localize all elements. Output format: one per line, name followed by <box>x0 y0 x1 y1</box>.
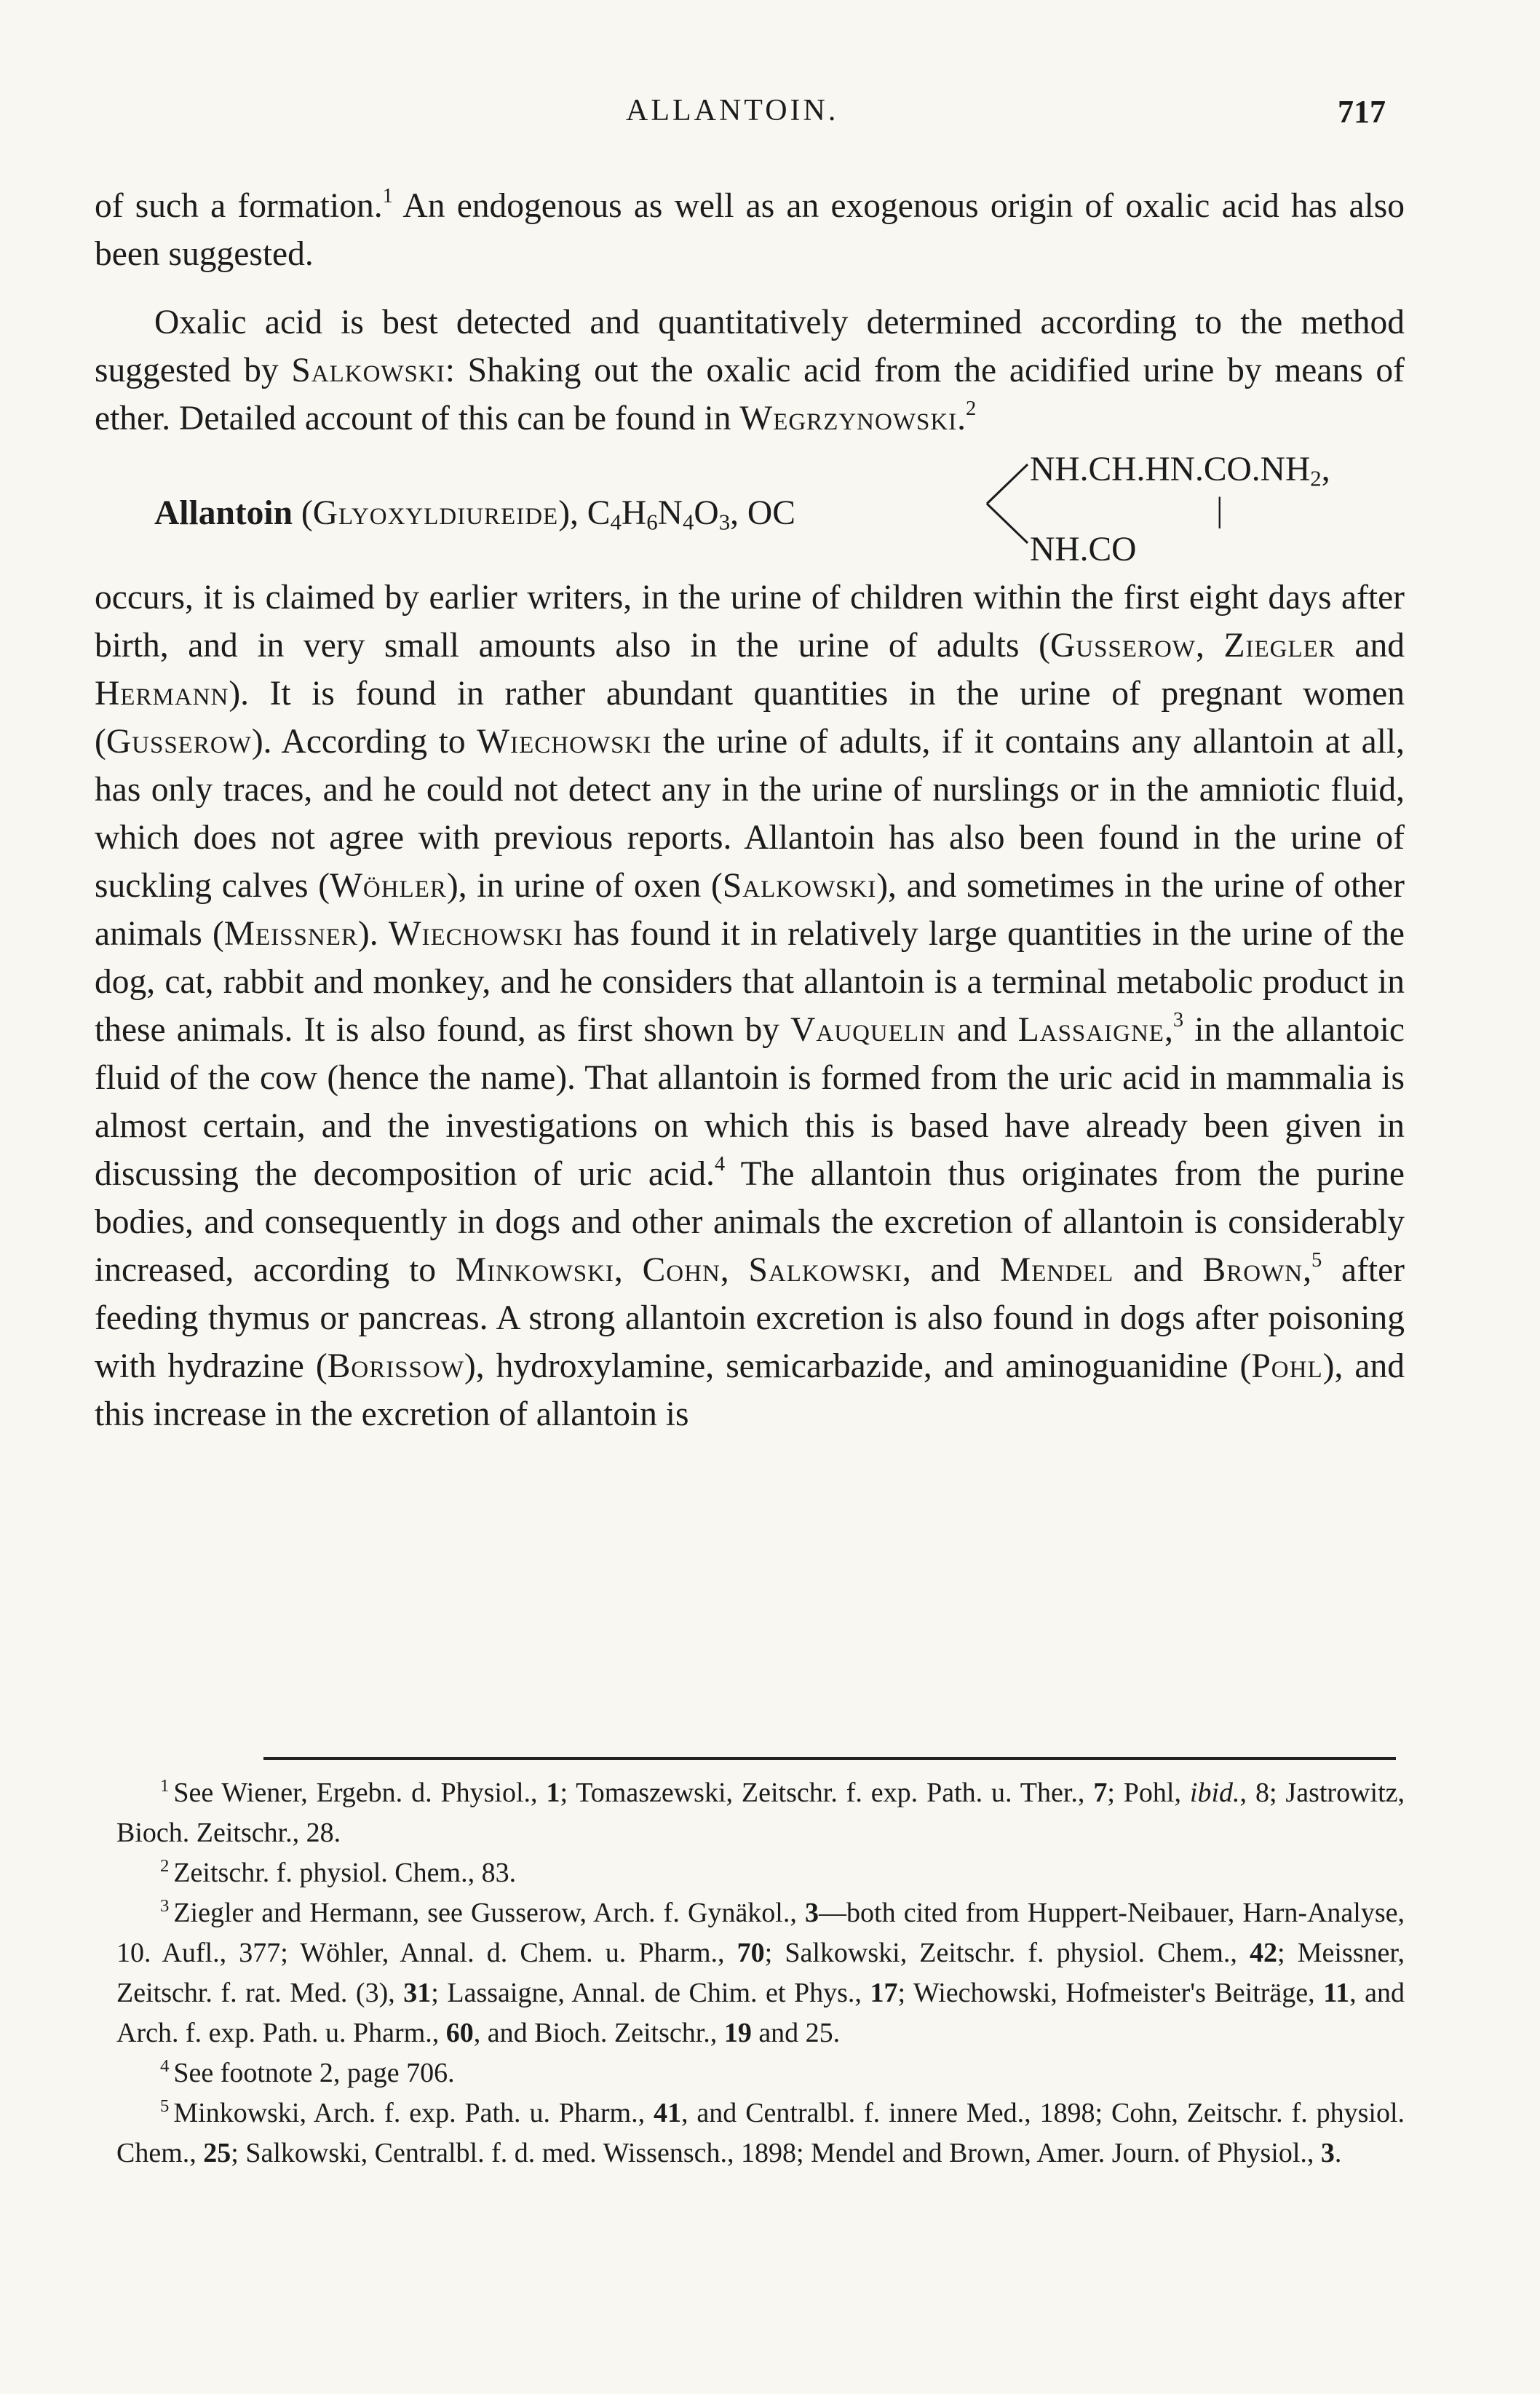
text-run: The allantoin thus originates from the purine bodies, and consequently in dogs and other animals the excretion of allantoin is considerably increased, according to <box>95 1155 1405 1289</box>
text-run: ), C <box>558 494 611 532</box>
text-run: and <box>1114 1251 1203 1289</box>
text-run: , and Arch. f. exp. Path. u. Pharm., <box>116 1978 1405 2048</box>
running-head: ALLANTOIN. <box>626 94 839 127</box>
author-name: Wiechowski <box>477 723 652 761</box>
footnote-ref-5[interactable]: 5 <box>1311 1249 1322 1272</box>
author-name: Hermann <box>95 675 229 713</box>
text-run: , and <box>902 1251 1000 1289</box>
author-name: Gusserow <box>106 723 252 761</box>
paragraph-oxalic-detection <box>95 298 1405 443</box>
text-run: after feeding thymus or pancreas. A strong allantoin excretion is also found in dogs after poisoning with hydrazine ( <box>95 1251 1405 1385</box>
author-name: Mendel <box>999 1251 1114 1289</box>
footnote-number: 3 <box>160 1896 170 1917</box>
volume-number: 70 <box>737 1938 765 1968</box>
text-run: See footnote 2, page 706. <box>173 2058 455 2088</box>
footnote-4 <box>116 2053 1405 2093</box>
text-run: , OC <box>730 494 795 532</box>
subscript: 4 <box>610 509 622 535</box>
volume-number: 17 <box>870 1978 898 2008</box>
text-run: H <box>621 494 647 532</box>
text-run: ; Wiechowski, Hofmeister's Beiträge, <box>897 1978 1324 2008</box>
body-text <box>95 182 1405 1438</box>
text-run: ), in urine of oxen ( <box>446 867 723 905</box>
author-name: Wöhler <box>330 867 447 905</box>
page-number: 717 <box>1338 94 1386 130</box>
author-name: Pohl <box>1251 1347 1323 1385</box>
text-run: ; Salkowski, Centralbl. f. d. med. Wissensch., 1898; Mendel and Brown, Amer. Journ. of Physiol., <box>231 2138 1321 2168</box>
author-name: Vauquelin <box>790 1011 946 1049</box>
text-run: ; Tomaszewski, Zeitschr. f. exp. Path. u. Ther., <box>560 1777 1094 1808</box>
volume-number: 11 <box>1323 1978 1350 2008</box>
text-run: An endogenous as well as an exogenous origin of oxalic acid has also been suggested. <box>95 187 1405 273</box>
volume-number: 3 <box>805 1898 819 1928</box>
footnote-number: 4 <box>160 2056 170 2077</box>
author-name: Wiechowski <box>388 915 563 953</box>
text-run: ; Lassaigne, Annal. de Chim. et Phys., <box>431 1978 870 2008</box>
text-run: the urine of adults, if it contains any allantoin at all, has only traces, and he could not detect any in the urine of nurslings or in the amniotic fluid, which does not agree with previous reports. Allantoin has also been found in the urine of suckling calves ( <box>95 723 1405 905</box>
text-run: ; Salkowski, Zeitschr. f. physiol. Chem., <box>764 1938 1250 1968</box>
subscript: 6 <box>646 509 658 535</box>
text-run: Minkowski, Arch. f. exp. Path. u. Pharm., <box>173 2098 654 2128</box>
text-run: ), and sometimes in the urine of other animals ( <box>95 867 1405 953</box>
footnote-divider <box>263 1757 1396 1760</box>
text-run: ; Pohl, <box>1107 1777 1190 1808</box>
footnote-2 <box>116 1853 1405 1893</box>
paragraph-allantoin-occurrence <box>95 574 1405 1438</box>
text-run: See Wiener, Ergebn. d. Physiol., <box>173 1777 547 1808</box>
text-run: in the allantoic fluid of the cow (hence the name). That allantoin is formed from the uric acid in mammalia is almost certain, and the investigations on which this is based have already been given in discussing the decomposition of uric acid. <box>95 1011 1405 1193</box>
text-run: , <box>1164 1011 1173 1049</box>
page-header <box>0 93 1540 137</box>
volume-number: 41 <box>654 2098 682 2128</box>
paragraph-oxalic-origin <box>95 182 1405 278</box>
text-run: ( <box>293 494 313 532</box>
volume-number: 60 <box>445 2018 474 2048</box>
text-run: ; Meissner, Zeitschr. f. rat. Med. (3), <box>116 1938 1405 2008</box>
volume-number: 42 <box>1250 1938 1278 1968</box>
author-name: Lassaigne <box>1017 1011 1164 1049</box>
text-run: occurs, it is claimed by earlier writers, in the urine of children within the first eight days after birth, and in very small amounts also in the urine of adults ( <box>95 579 1405 665</box>
footnote-ref-1[interactable]: 1 <box>382 185 393 208</box>
formula-bottom-group: NH.CO <box>1030 531 1137 568</box>
text-run: of such a formation. <box>95 187 383 225</box>
italic-ibid: ibid. <box>1189 1777 1240 1808</box>
footnotes <box>116 1773 1405 2173</box>
volume-number: 3 <box>1320 2138 1335 2168</box>
text-run: , <box>1321 451 1330 488</box>
footnote-5 <box>116 2093 1405 2173</box>
text-run: NH.CH.HN.CO.NH <box>1030 451 1311 488</box>
text-run: and <box>1335 627 1405 665</box>
text-run: Oxalic acid is best detected and quantitatively determined according to the method suggested by <box>95 304 1405 389</box>
author-name: Salkowski <box>291 352 445 389</box>
text-run: has found it in relatively large quantities in the urine of the dog, cat, rabbit and monkey, and he considers that allantoin is a terminal metabolic product in these animals. It is also found, as first shown by <box>95 915 1405 1049</box>
footnote-1 <box>116 1773 1405 1853</box>
subscript: 2 <box>1310 465 1322 491</box>
text-run: O <box>694 494 719 532</box>
volume-number: 1 <box>546 1777 560 1808</box>
footnote-number: 2 <box>160 1856 170 1876</box>
compound-name: Allantoin <box>154 494 293 532</box>
text-run: ). According to <box>251 723 477 761</box>
footnote-number: 5 <box>160 2096 170 2117</box>
formula-top-group <box>1030 445 1330 494</box>
text-run: , and Centralbl. f. innere Med., 1898; Cohn, Zeitschr. f. physiol. Chem., <box>116 2098 1405 2168</box>
text-run: . <box>957 400 967 437</box>
author-name: Cohn <box>642 1251 721 1289</box>
volume-number: 25 <box>203 2138 231 2168</box>
footnote-ref-4[interactable]: 4 <box>714 1153 726 1176</box>
bond-lines <box>984 461 1032 546</box>
footnote-3 <box>116 1893 1405 2053</box>
author-name: Wegrzynowski <box>739 400 958 437</box>
compound-synonym: Glyoxyldiureide <box>312 494 559 532</box>
subscript: 3 <box>718 509 731 535</box>
text-run: : Shaking out the oxalic acid from the acidified urine by means of ether. Detailed account of this can be found in <box>95 352 1405 437</box>
volume-number: 31 <box>403 1978 432 2008</box>
volume-number: 19 <box>723 2018 752 2048</box>
text-run: Zeitschr. f. physiol. Chem., 83. <box>173 1858 517 1888</box>
text-run: , <box>720 1251 749 1289</box>
text-run: and 25. <box>751 2018 841 2048</box>
text-run: , <box>614 1251 643 1289</box>
footnote-ref-2[interactable]: 2 <box>966 397 977 421</box>
footnote-ref-3[interactable]: 3 <box>1172 1009 1184 1032</box>
text-run: —both cited from Huppert-Neibauer, Harn-Analyse, 10. Aufl., 377; Wöhler, Annal. d. Chem. u. Pharm., <box>116 1898 1405 1968</box>
text-run: ), hydroxylamine, semicarbazide, and aminoguanidine ( <box>464 1347 1252 1385</box>
text-run: and <box>945 1011 1018 1049</box>
text-run: , <box>1195 627 1224 665</box>
author-name: Gusserow <box>1049 627 1196 665</box>
text-run: ). <box>357 915 389 953</box>
text-run: ), and this increase in the excretion of allantoin is <box>95 1347 1405 1433</box>
formula-heading <box>154 489 795 537</box>
text-run: , 8; Jastrowitz, Bioch. Zeitschr., 28. <box>116 1777 1405 1848</box>
author-name: Ziegler <box>1223 627 1335 665</box>
text-run: , <box>1303 1251 1311 1289</box>
text-run: N <box>657 494 683 532</box>
volume-number: 7 <box>1093 1777 1108 1808</box>
author-name: Brown <box>1202 1251 1303 1289</box>
allantoin-formula <box>95 445 1405 572</box>
text-run: . <box>1334 2138 1342 2168</box>
subscript: 4 <box>682 509 694 535</box>
author-name: Salkowski <box>748 1251 902 1289</box>
text-run: ). It is found in rather abundant quantities in the urine of pregnant women ( <box>95 675 1405 761</box>
author-name: Borissow <box>327 1347 464 1385</box>
formula-vertical-bond: | <box>1216 491 1223 529</box>
text-run: Ziegler and Hermann, see Gusserow, Arch. f. Gynäkol., <box>173 1898 806 1928</box>
author-name: Minkowski <box>455 1251 614 1289</box>
text-run: , and Bioch. Zeitschr., <box>473 2018 724 2048</box>
author-name: Salkowski <box>722 867 877 905</box>
footnote-number: 1 <box>160 1776 170 1796</box>
author-name: Meissner <box>223 915 358 953</box>
